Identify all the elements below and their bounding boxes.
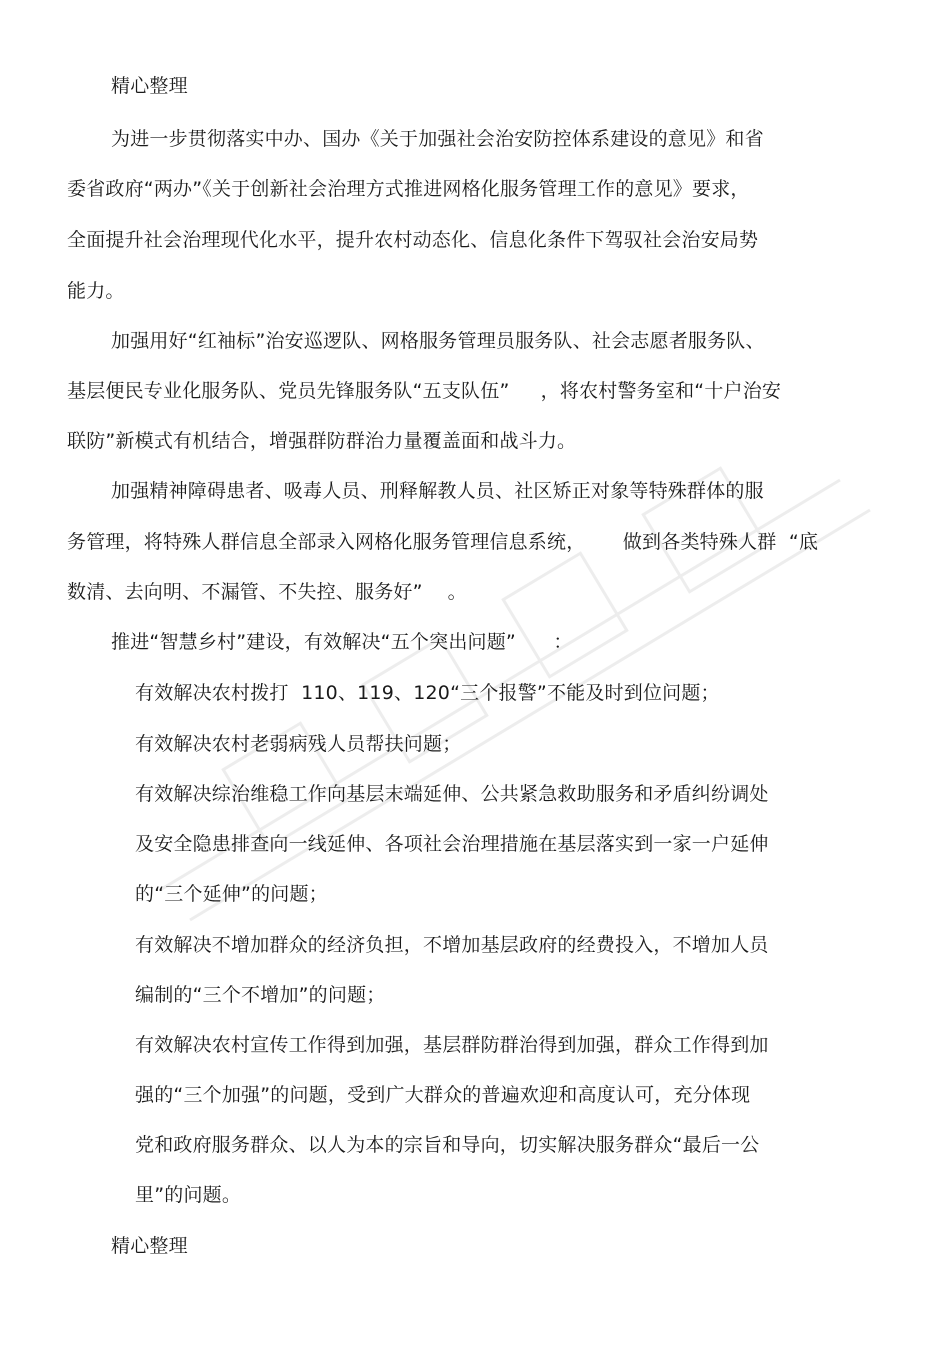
paragraph-line: 全面提升社会治理现代化水平，提升农村动态化、信息化条件下驾驭社会治安局势 xyxy=(67,229,759,251)
paragraph-line: 基层便民专业化服务队、党员先锋服务队“五支队伍” ，将农村警务室和“十户治安 xyxy=(67,380,782,402)
paragraph-line: 能力。 xyxy=(67,280,125,302)
list-item: 党和政府服务群众、以人为本的宗旨和导向，切实解决服务群众“最后一公 xyxy=(135,1134,760,1156)
paragraph-line: 务管理，将特殊人群信息全部录入网格化服务管理信息系统， 做到各类特殊人群 “底 xyxy=(67,531,819,553)
list-item: 有效解决农村宣传工作得到加强，基层群防群治得到加强，群众工作得到加 xyxy=(135,1034,769,1056)
list-item: 的“三个延伸”的问题； xyxy=(135,883,328,905)
list-item: 有效解决农村老弱病残人员帮扶问题； xyxy=(135,733,462,755)
header-label: 精心整理 xyxy=(111,75,188,97)
list-item: 有效解决农村拨打 110、119、120“三个报警”不能及时到位问题； xyxy=(135,682,720,704)
paragraph-line: 为进一步贯彻落实中办、国办《关于加强社会治安防控体系建设的意见》和省 xyxy=(111,128,764,150)
list-item: 编制的“三个不增加”的问题； xyxy=(135,984,386,1006)
list-item: 有效解决不增加群众的经济负担，不增加基层政府的经费投入，不增加人员 xyxy=(135,934,769,956)
paragraph-line: 加强用好“红袖标”治安巡逻队、网格服务管理员服务队、社会志愿者服务队、 xyxy=(111,330,765,352)
list-item: 有效解决综治维稳工作向基层末端延伸、公共紧急救助服务和矛盾纠纷调处 xyxy=(135,783,769,805)
list-item: 强的“三个加强”的问题，受到广大群众的普遍欢迎和高度认可，充分体现 xyxy=(135,1084,751,1106)
paragraph-line: 委省政府“两办”《关于创新社会治理方式推进网格化服务管理工作的意见》要求， xyxy=(67,178,750,200)
paragraph-line: 推进“智慧乡村”建设，有效解决“五个突出问题” ： xyxy=(111,631,573,653)
list-item: 及安全隐患排查向一线延伸、各项社会治理措施在基层落实到一家一户延伸 xyxy=(135,833,769,855)
paragraph-line: 数清、去向明、不漏管、不失控、服务好” 。 xyxy=(67,581,467,603)
paragraph-line: 联防”新模式有机结合，增强群防群治力量覆盖面和战斗力。 xyxy=(67,430,577,452)
list-item: 里”的问题。 xyxy=(135,1184,242,1206)
paragraph-line: 加强精神障碍患者、吸毒人员、刑释解教人员、社区矫正对象等特殊群体的服 xyxy=(111,480,764,502)
footer-label: 精心整理 xyxy=(111,1235,188,1257)
